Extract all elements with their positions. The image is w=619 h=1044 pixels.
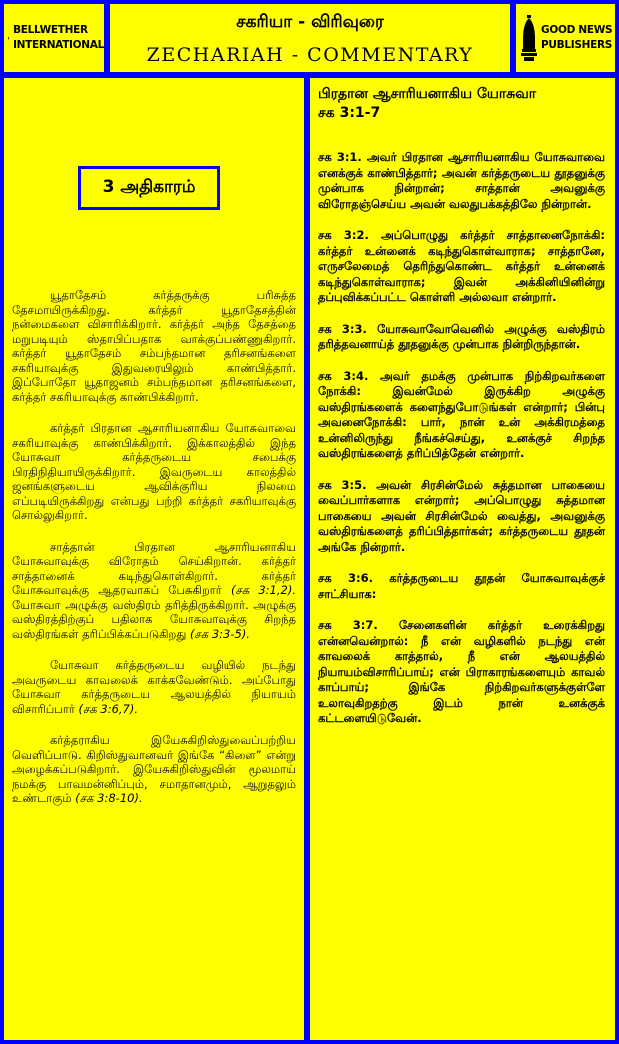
scripture-reference: (சக 3:6,7).	[78, 701, 139, 716]
verse-paragraph: சக 3:2. அப்பொழுது கர்த்தர் சாத்தானைநோக்கி: கர்த்தர் உன்னைக் கடிந்துகொள்வாராக; சாத்தானே, எருசலேமைத் தெரிந்துகொண்ட கர்த்தர் உன்னைக் கடிந்துகொள்வாராக; இவன் அக்கினியினின்று தப்புவிக்கப்பட்ட கொள்ளி அல்லவா என்றார்.	[318, 228, 605, 304]
bellwether-emblem-icon	[8, 15, 9, 61]
right-logo-line-2: PUBLISHERS	[541, 39, 612, 51]
verse-paragraph: சக 3:7. சேனைகளின் கர்த்தர் உரைக்கிறது என்னவென்றால்: நீ என் வழிகளில் நடந்து என் காவலைக் காத்தால், நீ என் ஆலயத்தில் நியாயம்விசாரிப்பாய்; என் பிராகாரங்களையும் காவல் காப்பாய்; இங்கே நிற்கிறவர்களுக்குள்ளே உலாவுகிறதற்கு இடம் நான் உனக்குக் கட்டளையிடுவேன்.	[318, 618, 605, 725]
verse-paragraph: சக 3:5. அவன் சிரசின்மேல் சுத்தமான பாகையை வைப்பார்களாக என்றார்; அப்பொழுது சுத்தமான பாகையை அவன் சிரசின்மேல் வைத்து, அவனுக்கு வஸ்திரங்களைத் தரிப்பித்தார்கள்; கர்த்தருடைய தூதன் அங்கே நின்றார்.	[318, 477, 605, 554]
scripture-reference: (சக 3:8-10).	[75, 791, 143, 805]
good-news-emblem-icon	[521, 15, 537, 61]
left-logo-line-2: INTERNATIONAL	[13, 39, 104, 51]
summary-text-run: யோசுவா அழுக்கு வஸ்திரம் தரித்திருக்கிறார். அழுக்கு வஸ்திரத்திற்குப் பதிலாக யோசுவாவுக்கு சிறந்த வஸ்திரங்கள் தரிப்பிக்கப்படுகிறது	[12, 597, 296, 641]
scripture-reference: (சக 3:3-5).	[189, 626, 250, 641]
right-logo-line-1: GOOD NEWS	[541, 24, 613, 36]
verse-paragraph: சக 3:3. யோசுவாவோவெனில் அழுக்கு வஸ்திரம் தரித்தவனாய்த் தூதனுக்கு முன்பாக நின்றிருந்தான்.	[318, 321, 605, 351]
summary-paragraph	[12, 658, 296, 716]
title-english: ZECHARIAH - COMMENTARY	[146, 44, 474, 66]
page-header	[110, 4, 510, 72]
summary-paragraph	[12, 421, 296, 523]
summary-text-run: கர்த்தராகிய இயேசுகிறிஸ்துவைப்பற்றிய வெளிப்பாடு. கிறிஸ்துவானவர் இங்கே “கிளை” என்று அழைக்கப்படுகிறார். இயேசுகிறிஸ்துவின் மூலமாய் நமக்கு பாவமன்னிப்பும், சமாதானமும், ஆறுதலும் உண்டாகும்	[12, 733, 296, 805]
title-tamil: சகரியா - விரிவுரை	[236, 12, 384, 32]
summary-text-run: சாத்தான் பிரதான ஆசாரியனாகிய யோசுவாவுக்கு விரோதம் செய்கிறான். கர்த்தர் சாத்தானைக் கடிந்துகொள்கிறார். கர்த்தர் யோசுவாவுக்கு ஆதரவாகப் பேசுகிறார்	[12, 539, 296, 597]
summary-text-run: யூதாதேசம் கர்த்தருக்கு பரிசுத்த தேசமாயிருக்கிறது. கர்த்தர் யூதாதேசத்தின் நன்மைகளை விசாரிக்கிறார். கர்த்தர் அந்த தேசத்தை மறுபடியும் ஸ்தாபிப்பதாக வாக்குப்பண்ணுகிறார். கர்த்தர் யூதாதேசம் சம்பந்தமான தரிசனங்களை சகரியாவுக்கு இதுவரையிலும் காண்பித்தார். இப்போதோ யூதாஜனம் சம்பந்தமான தரிசனங்களை, கர்த்தர் சகரியாவுக்கு காண்பிக்கிறார்.	[12, 288, 296, 404]
chapter-heading: 3 அதிகாரம்	[78, 166, 220, 210]
good-news-logo	[516, 4, 615, 72]
verse-paragraph: சக 3:6. கர்த்தருடைய தூதன் யோசுவாவுக்குச் சாட்சியாக:	[318, 571, 605, 601]
summary-paragraph	[12, 540, 296, 642]
summary-column	[4, 78, 304, 1040]
section-title	[318, 86, 605, 122]
scripture-reference: (சக 3:1,2).	[230, 583, 296, 597]
scripture-column	[310, 78, 615, 1040]
verse-paragraph: சக 3:4. அவர் தமக்கு முன்பாக நிற்கிறவர்களை நோக்கி: இவன்மேல் இருக்கிற அழுக்கு வஸ்திரங்களைக் களைந்துபோடுங்கள் என்றார்; பின்பு அவனைநோக்கி: பார், நான் உன் அக்கிரமத்தை உன்னிலிருந்து நீங்கச்செய்து, உனக்குச் சிறந்த வஸ்திரங்களைத் தரிப்பித்தேன் என்றார்.	[318, 368, 605, 460]
summary-text-run: கர்த்தர் பிரதான ஆசாரியனாகிய யோசுவாவை சகரியாவுக்கு காண்பிக்கிறார். இக்காலத்தில் இந்த யோசுவா கர்த்தருடைய சபைக்கு பிரதிநிதியாயிருக்கிறார். இவருடைய காலத்தில் ஜனங்களுடைய ஆவிக்குரிய நிலமை எப்படியிருக்கிறது என்பது பற்றி கர்த்தர் சகரியாவுக்கு சொல்லுகிறார்.	[12, 421, 296, 522]
summary-text	[12, 288, 296, 823]
summary-paragraph	[12, 733, 296, 806]
section-reference: சக 3:1-7	[318, 105, 381, 121]
verse-paragraph: சக 3:1. அவர் பிரதான ஆசாரியனாகிய யோசுவாவை எனக்குக் காண்பித்தார்; அவன் கர்த்தருடைய தூதனுக்கு முன்பாக நின்றான்; சாத்தான் அவனுக்கு விரோதஞ்செய்ய அவன் வலதுபக்கத்திலே நின்றான்.	[318, 150, 605, 211]
summary-text-run: யோசுவா கர்த்தருடைய வழியில் நடந்து அவருடைய காவலைக் காக்கவேண்டும். அப்போது யோசுவா கர்த்தருடைய ஆலயத்தில் நியாயம் விசாரிப்பார்	[12, 658, 296, 716]
summary-paragraph	[12, 288, 296, 404]
bellwether-logo	[4, 4, 104, 72]
left-logo-line-1: BELLWETHER	[13, 24, 88, 36]
section-title-text: பிரதான ஆசாரியனாகிய யோசுவா	[318, 86, 537, 102]
